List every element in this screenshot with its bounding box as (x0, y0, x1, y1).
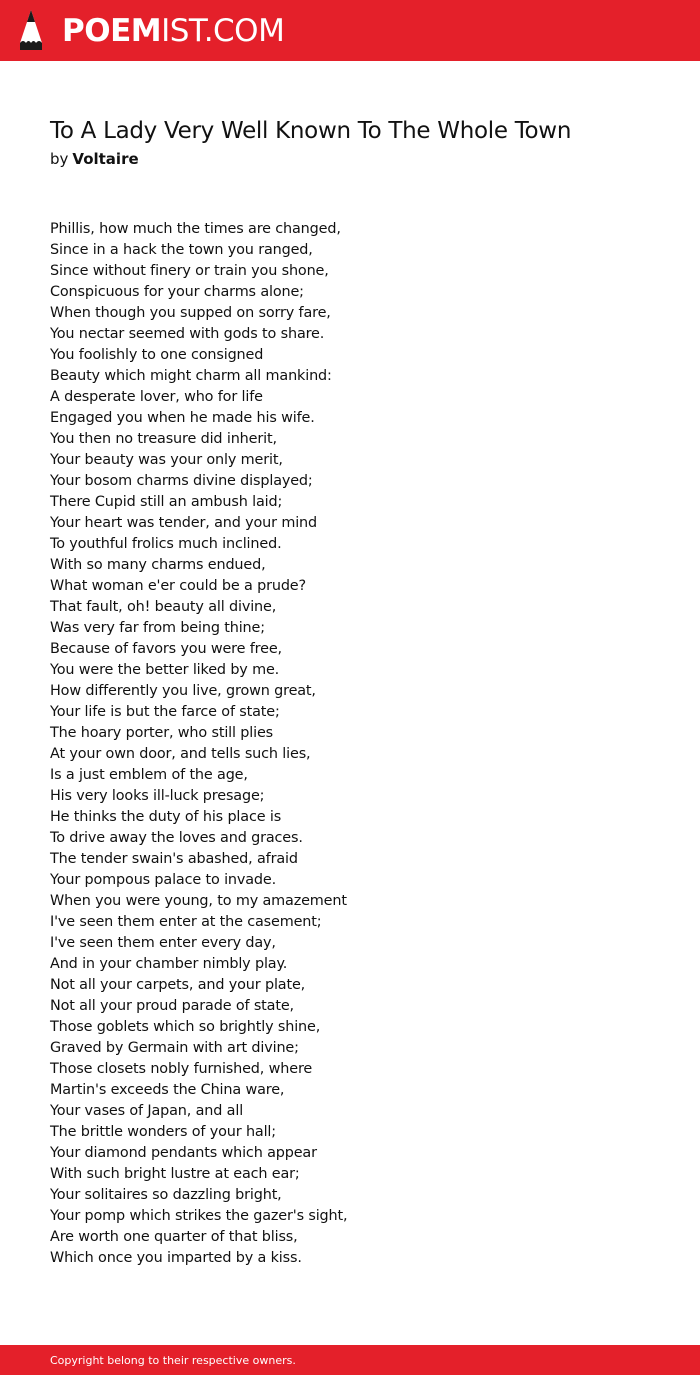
poem-line: Your life is but the farce of state; (50, 704, 280, 720)
poem-line: To youthful frolics much inclined. (50, 536, 282, 552)
poem-title: To A Lady Very Well Known To The Whole Town (50, 118, 572, 144)
poem-line: Since without finery or train you shone, (50, 263, 329, 279)
site-logo-text[interactable] (62, 11, 284, 51)
poem-line: To drive away the loves and graces. (50, 830, 303, 846)
poem-line: Your solitaires so dazzling bright, (50, 1187, 282, 1203)
poem-line: What woman e'er could be a prude? (50, 578, 306, 594)
poem-line: Is a just emblem of the age, (50, 767, 248, 783)
poem-line: Your vases of Japan, and all (50, 1103, 244, 1119)
poem-byline (50, 148, 139, 170)
poem-line: Your bosom charms divine displayed; (50, 473, 313, 489)
poem-line: Engaged you when he made his wife. (50, 410, 315, 426)
poem-line: Are worth one quarter of that bliss, (50, 1229, 298, 1245)
poem-line: Those goblets which so brightly shine, (50, 1019, 321, 1035)
poem-line: Phillis, how much the times are changed, (50, 221, 341, 237)
author-name: Voltaire (72, 150, 139, 168)
poem-line: Graved by Germain with art divine; (50, 1040, 299, 1056)
poem-line: The hoary porter, who still plies (50, 725, 274, 741)
site-footer (0, 1345, 700, 1375)
poem-line: Because of favors you were free, (50, 641, 282, 657)
poem-line: Beauty which might charm all mankind: (50, 368, 332, 384)
site-header (0, 0, 700, 61)
by-label: by (50, 150, 69, 168)
poem-line: The tender swain's abashed, afraid (50, 851, 298, 867)
poem-line: Your beauty was your only merit, (50, 452, 283, 468)
poem-line: Your heart was tender, and your mind (50, 515, 318, 531)
poem-line: You then no treasure did inherit, (50, 431, 277, 447)
poem-line: How differently you live, grown great, (50, 683, 316, 699)
poem-line: He thinks the duty of his place is (50, 809, 282, 825)
logo-text-bold: POEM (62, 13, 162, 49)
poem-line: Martin's exceeds the China ware, (50, 1082, 285, 1098)
poem-line: When you were young, to my amazement (50, 893, 347, 909)
poem-line: You were the better liked by me. (50, 662, 280, 678)
pencil-tip-icon[interactable] (18, 9, 44, 51)
logo-text-light: IST.COM (161, 13, 285, 49)
poem-body (50, 219, 670, 1269)
poem-line: And in your chamber nimbly play. (50, 956, 288, 972)
poem-line: Your pompous palace to invade. (50, 872, 277, 888)
poem-line: I've seen them enter every day, (50, 935, 276, 951)
poem-line: The brittle wonders of your hall; (50, 1124, 276, 1140)
poem-line: That fault, oh! beauty all divine, (50, 599, 277, 615)
poem-line: Your pomp which strikes the gazer's sight, (50, 1208, 348, 1224)
poem-line: There Cupid still an ambush laid; (50, 494, 283, 510)
poem-line: Not all your proud parade of state, (50, 998, 294, 1014)
poem-line: Which once you imparted by a kiss. (50, 1250, 302, 1266)
poem-line: His very looks ill-luck presage; (50, 788, 265, 804)
poem-line: You foolishly to one consigned (50, 347, 264, 363)
poem-line: Since in a hack the town you ranged, (50, 242, 313, 258)
poem-line: At your own door, and tells such lies, (50, 746, 311, 762)
poem-line: With such bright lustre at each ear; (50, 1166, 300, 1182)
poem-line: Those closets nobly furnished, where (50, 1061, 313, 1077)
poem-line: A desperate lover, who for life (50, 389, 263, 405)
poem-line: Your diamond pendants which appear (50, 1145, 317, 1161)
poem-line: Not all your carpets, and your plate, (50, 977, 306, 993)
poem-line: I've seen them enter at the casement; (50, 914, 322, 930)
poem-line: You nectar seemed with gods to share. (50, 326, 325, 342)
copyright-notice: Copyright belong to their respective owners. (50, 1354, 296, 1367)
poem-line: Conspicuous for your charms alone; (50, 284, 304, 300)
poem-line: Was very far from being thine; (50, 620, 265, 636)
poem-line: With so many charms endued, (50, 557, 266, 573)
poem-line: When though you supped on sorry fare, (50, 305, 331, 321)
